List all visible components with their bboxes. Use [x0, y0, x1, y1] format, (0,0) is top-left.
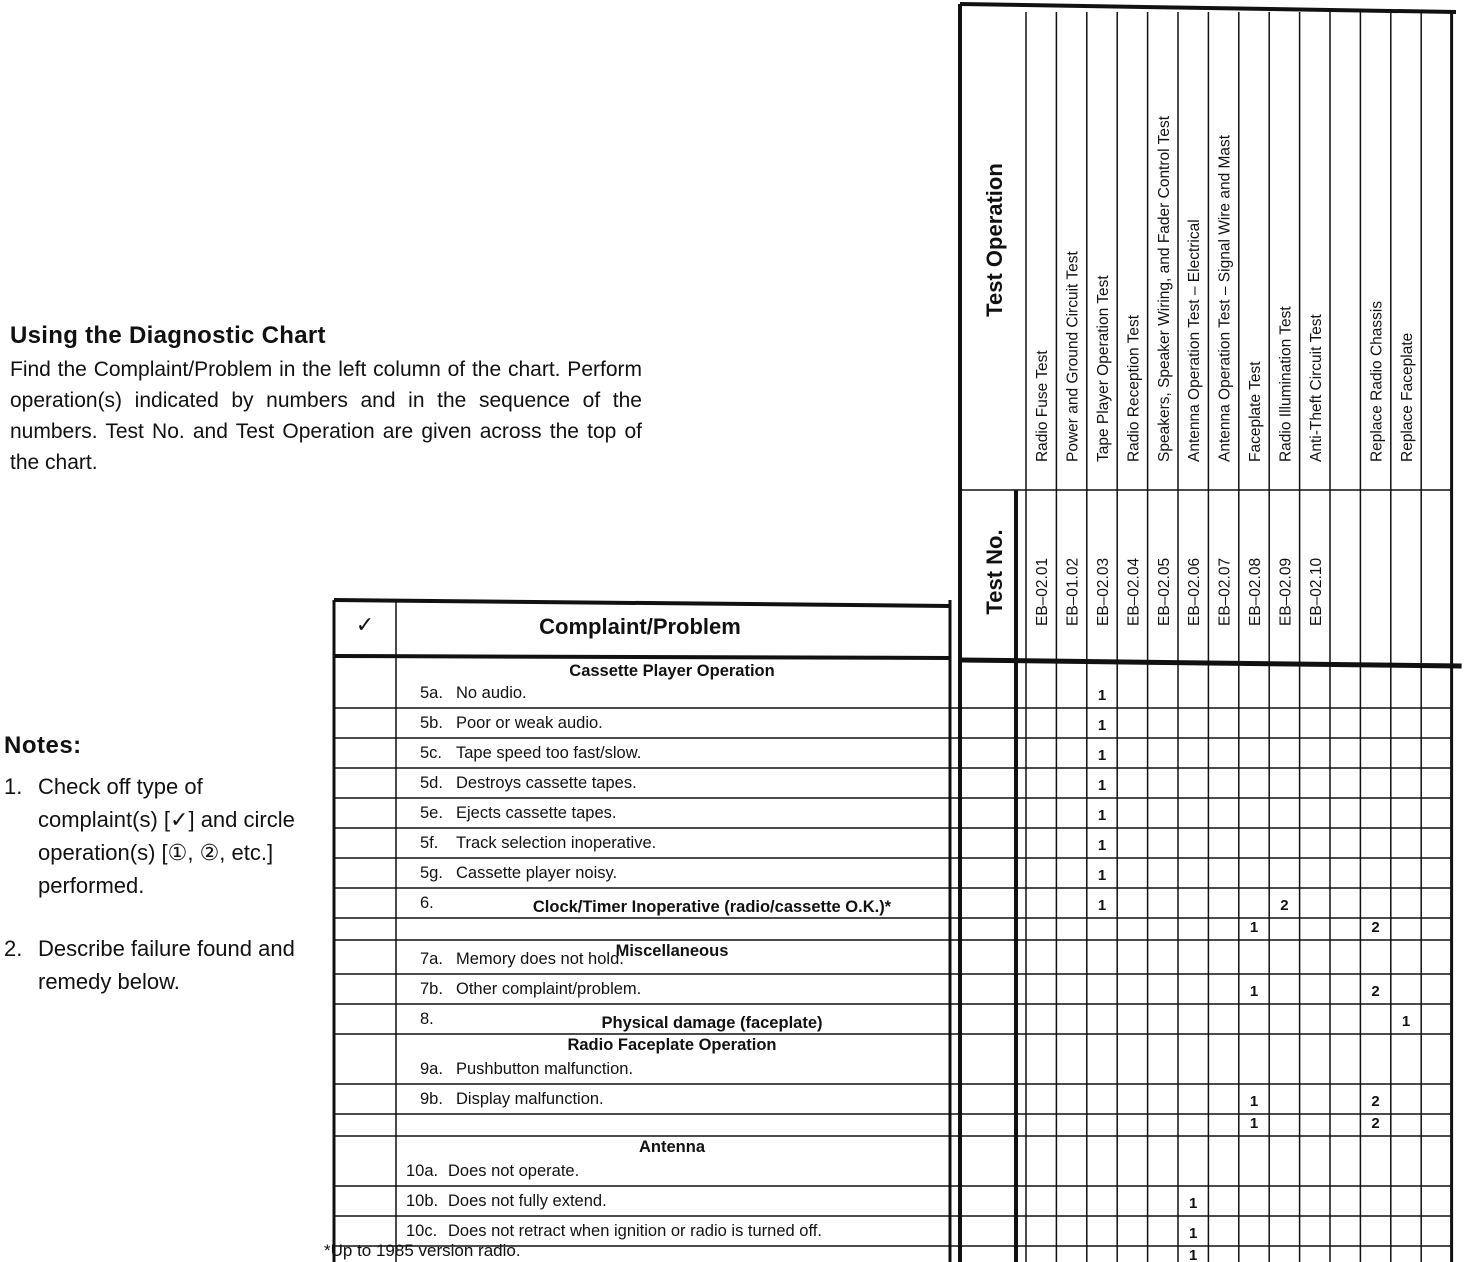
operation-sequence-mark: 1 — [1249, 919, 1259, 936]
row-complaint-text: Track selection inoperative. — [456, 834, 657, 852]
row-complaint-bold-text: Physical damage (faceplate) — [601, 1014, 823, 1032]
operation-sequence-mark: 1 — [1097, 807, 1107, 824]
header-bottom-border — [960, 660, 1462, 666]
test-name-label: Replace Radio Chassis — [1368, 300, 1386, 462]
check-header-mark: ✓ — [355, 612, 375, 637]
test-number-label: EB–02.01 — [1034, 557, 1052, 626]
note-text: Check off type of complaint(s) [✓] and circle operation(s) [①, ②, etc.] performed. — [38, 774, 295, 898]
notes-title: Notes: — [4, 732, 82, 759]
row-complaint-text: Memory does not hold. — [456, 950, 624, 968]
test-number-label: EB–01.02 — [1064, 557, 1082, 626]
test-name-label: Antenna Operation Test – Electrical — [1186, 219, 1204, 462]
operation-sequence-mark: 1 — [1097, 867, 1107, 884]
chart-top-border — [960, 4, 1456, 12]
row-complaint-text: Poor or weak audio. — [456, 714, 603, 732]
test-name-label: Replace Faceplate — [1399, 332, 1416, 462]
row-id: 9a. — [420, 1060, 443, 1078]
operation-sequence-mark: 2 — [1371, 919, 1380, 936]
row-id: 5f. — [420, 834, 439, 852]
test-name-label: Anti-Theft Circuit Test — [1307, 314, 1325, 462]
row-complaint-bold-text: Clock/Timer Inoperative (radio/cassette O.K.)* — [532, 898, 892, 916]
note-text: Describe failure found and remedy below. — [38, 936, 295, 994]
operation-sequence-mark: 1 — [1249, 983, 1259, 1000]
operation-sequence-mark: 1 — [1189, 1247, 1198, 1262]
operation-sequence-mark: 2 — [1280, 897, 1289, 914]
intro-title: Using the Diagnostic Chart — [10, 322, 326, 349]
row-complaint-text: Cassette player noisy. — [456, 864, 618, 882]
row-id: 5a. — [420, 684, 443, 702]
test-name-label: Power and Ground Circuit Test — [1064, 251, 1082, 462]
section-heading: Antenna — [639, 1138, 705, 1156]
test-operation-label: Test Operation — [982, 163, 1007, 317]
row-id: 7a. — [420, 950, 443, 968]
operation-sequence-mark: 1 — [1189, 1195, 1198, 1212]
operation-sequence-mark: 2 — [1371, 983, 1380, 1000]
operation-sequence-mark: 1 — [1189, 1225, 1198, 1242]
section-heading: Radio Faceplate Operation — [567, 1036, 777, 1054]
row-complaint-text: Destroys cassette tapes. — [456, 774, 637, 792]
row-id: 5b. — [420, 714, 443, 732]
test-name-label: Speakers, Speaker Wiring, and Fader Control Test — [1155, 115, 1173, 462]
test-number-label: EB–02.03 — [1095, 557, 1112, 626]
section-heading: Cassette Player Operation — [569, 662, 775, 680]
operation-sequence-mark: 1 — [1249, 1093, 1259, 1110]
row-complaint-text: Does not operate. — [448, 1162, 580, 1180]
intro-body: Find the Complaint/Problem in the left column of the chart. Perform operation(s) indicated by numbers and in the sequence of the numbers. Test No. and Test Operation are given across the top of the chart. — [10, 358, 642, 474]
operation-sequence-mark: 1 — [1249, 1115, 1259, 1132]
test-number-label: EB–02.04 — [1125, 557, 1143, 626]
test-number-label: EB–02.08 — [1247, 557, 1264, 626]
row-complaint-text: No audio. — [456, 684, 527, 702]
complaint-header-top — [334, 600, 950, 606]
row-complaint-text: Does not retract when ignition or radio is turned off. — [448, 1222, 822, 1240]
operation-sequence-mark: 1 — [1097, 777, 1107, 794]
complaint-header-bottom — [334, 656, 950, 658]
operation-sequence-mark: 1 — [1097, 747, 1107, 764]
test-name-label: Tape Player Operation Test — [1095, 275, 1112, 462]
row-id: 10a. — [406, 1162, 439, 1180]
test-number-label: EB–02.10 — [1307, 557, 1325, 626]
row-id: 5e. — [420, 804, 443, 822]
row-complaint-text: Does not fully extend. — [448, 1192, 607, 1210]
row-complaint-text: Other complaint/problem. — [456, 980, 642, 998]
test-name-label: Radio Fuse Test — [1034, 350, 1052, 462]
row-complaint-text: Pushbutton malfunction. — [456, 1060, 634, 1078]
row-id: 8. — [420, 1010, 434, 1028]
test-no-label: Test No. — [982, 529, 1007, 615]
test-name-label: Radio Reception Test — [1125, 314, 1143, 462]
test-name-label: Antenna Operation Test – Signal Wire and Mast — [1216, 134, 1234, 462]
row-id: 9b. — [420, 1090, 443, 1108]
row-id: 10c. — [406, 1222, 438, 1240]
operation-sequence-mark: 1 — [1097, 687, 1107, 704]
row-id: 5g. — [420, 864, 443, 882]
section-heading: Miscellaneous — [615, 942, 729, 960]
row-complaint-text: Display malfunction. — [456, 1090, 604, 1108]
complaint-header-label: Complaint/Problem — [539, 614, 741, 639]
test-number-label: EB–02.07 — [1216, 557, 1234, 626]
test-name-label: Faceplate Test — [1247, 361, 1264, 462]
note-number: 2. — [4, 936, 23, 961]
row-complaint-text: Tape speed too fast/slow. — [456, 744, 642, 762]
row-id: 5d. — [420, 774, 443, 792]
footnote: *Up to 1985 version radio. — [324, 1241, 521, 1260]
note-number: 1. — [4, 774, 23, 799]
row-id: 5c. — [420, 744, 443, 762]
row-id: 6. — [420, 894, 434, 912]
operation-sequence-mark: 2 — [1371, 1115, 1380, 1132]
operation-sequence-mark: 1 — [1097, 897, 1107, 914]
row-id: 7b. — [420, 980, 443, 998]
operation-sequence-mark: 2 — [1371, 1093, 1380, 1110]
row-complaint-text: Ejects cassette tapes. — [456, 804, 617, 822]
test-name-label: Radio Illumination Test — [1277, 306, 1295, 462]
test-number-label: EB–02.05 — [1155, 557, 1173, 626]
row-id: 10b. — [406, 1192, 439, 1210]
operation-sequence-mark: 1 — [1401, 1013, 1411, 1030]
test-number-label: EB–02.09 — [1277, 557, 1295, 626]
operation-sequence-mark: 1 — [1097, 717, 1107, 734]
operation-sequence-mark: 1 — [1097, 837, 1107, 854]
test-number-label: EB–02.06 — [1186, 557, 1204, 626]
